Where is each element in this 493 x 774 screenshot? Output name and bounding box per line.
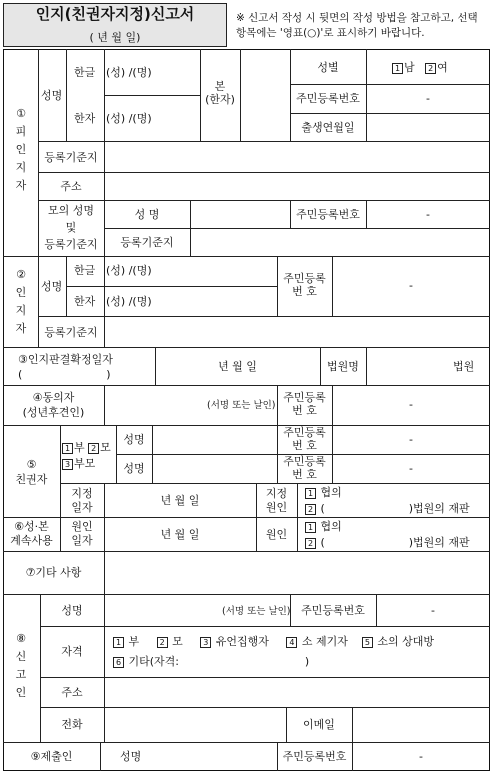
s8-name-label: 성명 xyxy=(61,604,83,617)
s8-rrn-input[interactable]: - xyxy=(431,604,435,617)
s1-mother-name-label: 성 명 xyxy=(134,208,160,221)
s6-label: ⑥성·본 계속사용 xyxy=(10,520,53,547)
s1-bon-label: 본 (한자) xyxy=(205,80,235,106)
horizontal-rule xyxy=(3,742,490,743)
gender-female-checkbox[interactable]: 2 xyxy=(425,63,436,74)
horizontal-rule xyxy=(290,113,490,114)
s8-phone-label: 전화 xyxy=(61,718,83,731)
horizontal-rule xyxy=(60,483,490,484)
horizontal-rule xyxy=(38,172,490,173)
vertical-rule xyxy=(190,200,191,228)
vertical-rule xyxy=(104,316,105,347)
s5-name2-label: 성명 xyxy=(123,462,145,475)
s8-address-label: 주소 xyxy=(61,686,83,699)
horizontal-rule xyxy=(38,200,490,201)
s5-opt2[interactable]: 2 ( )법원의 재판 xyxy=(305,502,470,515)
s1-label: ① 피 인 지 자 xyxy=(15,107,27,192)
s5-both-option[interactable]: 3 부모 xyxy=(62,457,95,470)
horizontal-rule xyxy=(3,425,490,426)
horizontal-rule xyxy=(40,677,490,678)
s2-rrn-input[interactable]: - xyxy=(409,279,413,292)
s9-name-label: 성명 xyxy=(120,750,142,763)
horizontal-rule xyxy=(40,707,490,708)
s5-opt1[interactable]: 1 협의 xyxy=(305,486,342,499)
s4-label: ④동의자 (성년후견인) xyxy=(22,391,85,419)
s1-mother-label: 모의 성명 및 등록기준지 xyxy=(44,204,98,251)
s2-hangul-input[interactable]: (성) /(명) xyxy=(106,264,152,277)
s1-gender-label: 성별 xyxy=(317,61,339,74)
s1-hanja-input[interactable]: (성) /(명) xyxy=(106,112,152,125)
s6-opt2-checkbox[interactable]: 2 xyxy=(305,538,316,549)
qual-plaintiff-checkbox[interactable]: 4 xyxy=(286,637,297,648)
vertical-rule xyxy=(66,49,67,141)
horizontal-rule xyxy=(3,594,490,595)
horizontal-rule xyxy=(66,286,277,287)
s6-opt2[interactable]: 2 ( )법원의 재판 xyxy=(305,536,470,549)
s1-name-label: 성명 xyxy=(41,89,63,102)
horizontal-rule xyxy=(40,626,490,627)
s5-designate-reason-label: 지정 원인 xyxy=(265,487,288,514)
s5-label: ⑤ 친권자 xyxy=(15,458,48,486)
form-title: 인지(친권자지정)신고서 xyxy=(35,5,195,23)
s1-mother-rrn-label: 주민등록번호 xyxy=(296,208,360,221)
s5-designate-date-label: 지정 일자 xyxy=(71,487,93,514)
parent-both-checkbox[interactable]: 3 xyxy=(62,459,73,470)
s1-address-label: 주소 xyxy=(60,180,82,193)
horizontal-rule xyxy=(3,385,490,386)
horizontal-rule xyxy=(104,95,200,96)
date-line: ( 년 월 일) xyxy=(89,31,141,44)
s6-reason-date-label: 원인 일자 xyxy=(71,520,93,547)
s1-rrn-label: 주민등록번호 xyxy=(296,92,360,105)
s1-gender-options[interactable]: 1 남 2 여 xyxy=(392,61,448,74)
s9-rrn-label: 주민등록번호 xyxy=(282,750,347,763)
s1-hangul-input[interactable]: (성) /(명) xyxy=(106,66,152,79)
parent-mother-checkbox[interactable]: 2 xyxy=(88,443,99,454)
s2-label: ② 인 지 자 xyxy=(15,268,27,335)
vertical-rule xyxy=(104,594,105,742)
s8-qual-row2[interactable]: 6 기타(자격: ) xyxy=(113,655,309,668)
vertical-rule xyxy=(352,707,353,742)
s2-hangul-label: 한글 xyxy=(74,264,96,277)
s3-date[interactable]: 년 월 일 xyxy=(218,360,257,373)
s5-opt2-checkbox[interactable]: 2 xyxy=(305,504,316,515)
qual-defendant-checkbox[interactable]: 5 xyxy=(362,637,373,648)
s8-email-label: 이메일 xyxy=(303,718,335,731)
s5-rrn1-label: 주민등록 번 호 xyxy=(283,426,326,452)
s5-parent-options[interactable]: 1 부 2 모 xyxy=(62,441,111,454)
s8-rrn-label: 주민등록번호 xyxy=(301,604,365,617)
s1-rrn-input[interactable]: - xyxy=(426,92,430,105)
horizontal-rule xyxy=(38,316,490,317)
s8-qual-label: 자격 xyxy=(61,645,83,658)
s7-label: ⑦기타 사항 xyxy=(25,566,82,579)
horizontal-rule xyxy=(3,551,490,552)
vertical-rule xyxy=(190,228,191,256)
s5-rrn2-label: 주민등록 번 호 xyxy=(283,455,326,481)
vertical-rule xyxy=(100,742,101,771)
qual-executor-checkbox[interactable]: 3 xyxy=(200,637,211,648)
s8-label: ⑧ 신 고 인 xyxy=(15,632,27,699)
s3-label: ③인지판결확정일자 ( ) xyxy=(18,353,113,381)
vertical-rule xyxy=(104,385,105,425)
s5-rrn1-input[interactable]: - xyxy=(409,433,413,446)
s1-birth-label: 출생연월일 xyxy=(301,121,355,134)
vertical-rule xyxy=(366,347,367,385)
horizontal-rule xyxy=(3,347,490,348)
horizontal-rule xyxy=(38,141,490,142)
s5-name1-label: 성명 xyxy=(123,433,145,446)
s1-reg-base-label: 등록기준지 xyxy=(44,151,98,164)
s1-mother-rrn-input[interactable]: - xyxy=(426,208,430,221)
qual-father-checkbox[interactable]: 1 xyxy=(113,637,124,648)
s5-rrn2-input[interactable]: - xyxy=(409,462,413,475)
s5-opt1-checkbox[interactable]: 1 xyxy=(305,488,316,499)
s1-mother-reg-label: 등록기준지 xyxy=(120,236,174,249)
instruction-note: ※ 신고서 작성 시 뒷면의 작성 방법을 참고하고, 선택 항목에는 '영표(○)'로 표시하기 바랍니다. xyxy=(236,12,478,39)
s2-rrn-label: 주민등록 번 호 xyxy=(283,272,326,298)
parent-father-checkbox[interactable]: 1 xyxy=(62,443,73,454)
s6-reason-label: 원인 xyxy=(265,528,288,541)
s3-court-suffix: 법원 xyxy=(453,360,475,373)
qual-other-checkbox[interactable]: 6 xyxy=(113,657,124,668)
s6-reason-date[interactable]: 년 월 일 xyxy=(160,528,200,541)
horizontal-rule xyxy=(290,84,490,85)
s2-reg-base-label: 등록기준지 xyxy=(44,326,98,339)
gender-male-checkbox[interactable]: 1 xyxy=(392,63,403,74)
horizontal-rule xyxy=(3,517,490,518)
s3-court-label: 법원명 xyxy=(327,360,359,373)
s4-sign[interactable]: (서명 또는 날인) xyxy=(207,400,276,411)
horizontal-rule xyxy=(3,256,490,257)
qual-mother-checkbox[interactable]: 2 xyxy=(157,637,168,648)
s2-name-label: 성명 xyxy=(41,280,63,293)
vertical-rule xyxy=(240,49,241,141)
vertical-rule xyxy=(104,551,105,594)
s6-opt1[interactable]: 1 협의 xyxy=(305,520,342,533)
s8-qual-row1[interactable]: 1 부 2 모 3 유언집행자 4 소 제기자 5 소의 상대방 xyxy=(113,635,434,648)
s4-rrn-label: 주민등록 번 호 xyxy=(283,391,326,417)
horizontal-rule xyxy=(104,228,490,229)
s4-rrn-input[interactable]: - xyxy=(409,398,413,411)
s1-hanja-label: 한자 xyxy=(74,112,96,125)
s1-hangul-label: 한글 xyxy=(74,66,96,79)
s5-designate-date[interactable]: 년 월 일 xyxy=(160,494,200,507)
s9-label: ⑨제출인 xyxy=(30,750,73,763)
s2-hanja-input[interactable]: (성) /(명) xyxy=(106,295,152,308)
s2-hanja-label: 한자 xyxy=(74,295,96,308)
s6-opt1-checkbox[interactable]: 1 xyxy=(305,522,316,533)
s8-sign[interactable]: (서명 또는 날인) xyxy=(222,606,291,617)
s9-rrn-input[interactable]: - xyxy=(419,750,423,763)
